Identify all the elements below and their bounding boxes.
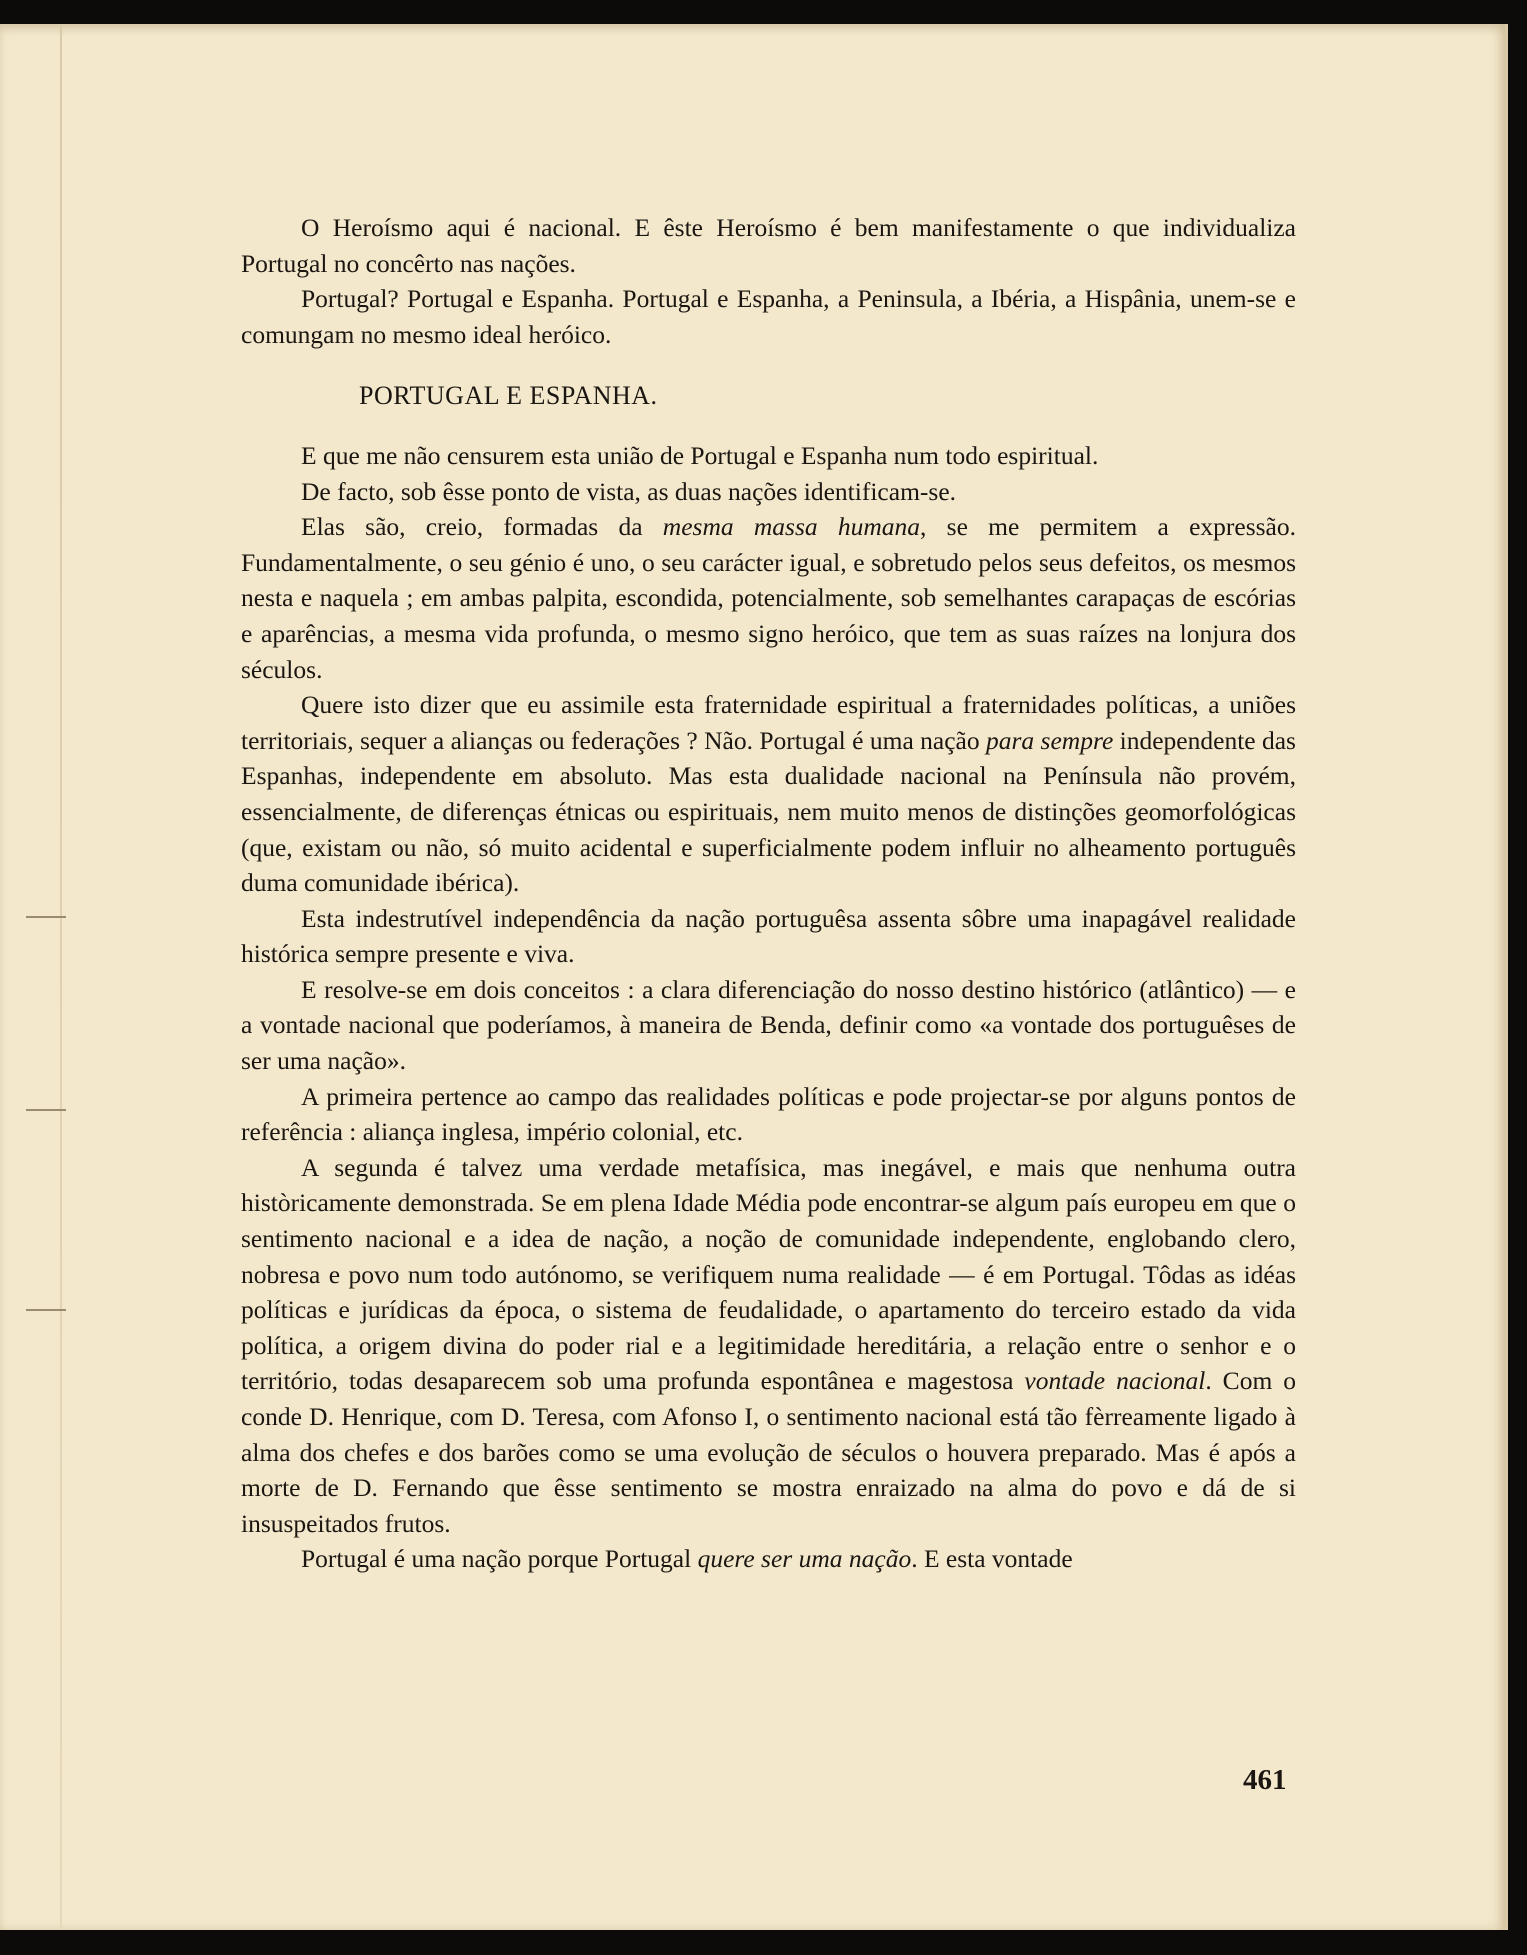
paragraph-9: A primeira pertence ao campo das realidades políticas e pode projectar-se por alguns pontos de referência : aliança inglesa, império colonial, etc. [241, 1081, 1296, 1147]
paragraph-1: O Heroísmo aqui é nacional. E êste Heroísmo é bem manifestamente o que individualiza Portugal no concêrto nas nações. [241, 213, 1296, 278]
paragraph-6-text-a: Quere isto dizer que eu assimile esta fraternidade espiritual a fraternidades políticas, a uniões territoriais, sequer a alianças ou federações ? Não. Portugal é uma nação [241, 690, 1296, 755]
paragraph-6-italic: para sempre [986, 725, 1114, 755]
page-gutter [60, 24, 62, 1930]
paragraph-7: Esta indestrutível independência da nação portuguêsa assenta sôbre uma inapagável realidade histórica sempre presente e viva. [241, 903, 1296, 969]
paragraph-3: E que me não censurem esta união de Portugal e Espanha num todo espiritual. [301, 440, 1099, 470]
paragraph-8: E resolve-se em dois conceitos : a clara diferenciação do nosso destino histórico (atlântico) — e a vontade nacional que poderíamos, à maneira de Benda, definir como «a vontade dos portuguêses de ser uma nação». [241, 974, 1296, 1076]
margin-mark [26, 916, 66, 918]
paragraph-6 [241, 687, 1296, 901]
paragraph-11-text-b: . E esta vontade [911, 1544, 1073, 1574]
paragraph-10 [241, 1150, 1296, 1542]
margin-mark [26, 1109, 66, 1111]
body-text [241, 210, 1296, 1577]
paragraph-6-text-b: independente das Espanhas, independente em absoluto. Mas esta dualidade nacional na Península não provém, essencialmente, de diferenças étnicas ou espirituais, nem muito menos de distinções geomorfológicas (que, existam ou não, só muito acidental e superficialmente podem influir no alheamento português duma comunidade ibérica). [241, 725, 1296, 898]
paragraph-10-text-a: A segunda é talvez uma verdade metafísica, mas inegável, e mais que nenhuma outra històricamente demonstrada. Se em plena Idade Média pode encontrar-se algum país europeu em que o sentimento nacional e a idea de nação, a noção de comunidade independente, englobando clero, nobresa e povo num todo autónomo, se verifiquem numa realidade — é em Portugal. Tôdas as idéas políticas e jurídicas da época, o sistema de feudalidade, o apartamento do terceiro estado da vida política, a origem divina do poder rial e a legitimidade hereditária, a relação entre o senhor e o território, todas desaparecem sob uma profunda espontânea e magestosa [241, 1152, 1296, 1396]
margin-mark [26, 1309, 66, 1311]
paragraph-11-italic: quere ser uma nação [697, 1544, 912, 1574]
paragraph-5-text-b: , se me permitem a expressão. Fundamentalmente, o seu génio é uno, o seu carácter igual, e sobretudo pelos seus defeitos, os mesmos nesta e naquela ; em ambas palpita, escondida, potencialmente, sob semelhantes carapaças de escórias e aparências, a mesma vida profunda, o mesmo signo heróico, que tem as suas raízes na lonjura dos séculos. [241, 512, 1296, 684]
paragraph-4: De facto, sob êsse ponto de vista, as duas nações identificam-se. [301, 476, 957, 506]
page-number: 461 [1243, 1764, 1287, 1796]
paragraph-10-text-b: . Com o conde D. Henrique, com D. Teresa, com Afonso I, o sentimento nacional está tão fèrreamente ligado à alma dos chefes e dos barões como se uma evolução de séculos o houvera preparado. Mas é após a morte de D. Fernando que êsse sentimento se mostra enraizado na alma do povo e dá de si insuspeitados frutos. [241, 1366, 1296, 1538]
paragraph-5 [241, 509, 1296, 687]
paragraph-2: Portugal? Portugal e Espanha. Portugal e Espanha, a Peninsula, a Ibéria, a Hispânia, unem-se e comungam no mesmo ideal heróico. [241, 284, 1296, 349]
paragraph-10-italic: vontade nacional [1024, 1366, 1206, 1396]
section-heading: PORTUGAL E ESPANHA. [359, 381, 658, 411]
paragraph-11 [241, 1541, 1296, 1577]
paragraph-5-italic: mesma massa humana [662, 512, 921, 542]
book-page [0, 24, 1508, 1930]
paragraph-11-text-a: Portugal é uma nação porque Portugal [301, 1544, 698, 1574]
paragraph-5-text-a: Elas são, creio, formadas da [301, 512, 663, 542]
